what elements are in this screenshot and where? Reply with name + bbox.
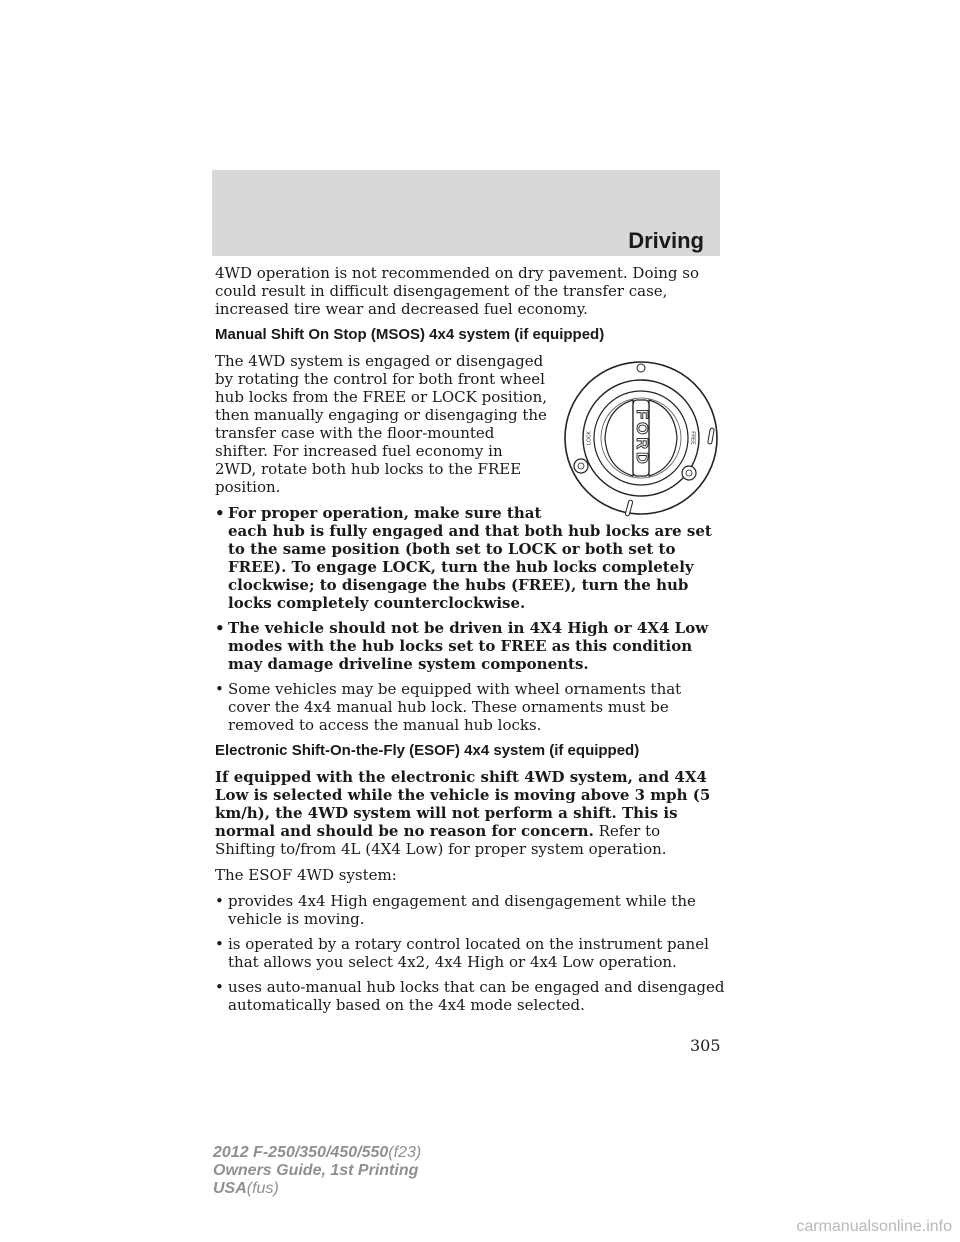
list-item: • Some vehicles may be equipped with wheel ornaments that cover the 4x4 manual hub lock. These ornaments must be removed to access the manual hub locks. — [215, 680, 725, 734]
footer-model: 2012 F-250/350/450/550 — [213, 1144, 389, 1161]
page-number: 305 — [690, 1036, 721, 1055]
esof-warning-text: Refer to Shifting to/from 4L (4X4 Low) for proper system operation. — [215, 822, 667, 858]
watermark: carmanualsonline.info — [796, 1218, 952, 1235]
section-header-band — [212, 170, 720, 256]
msos-bullet-list — [215, 504, 725, 734]
intro-paragraph: 4WD operation is not recommended on dry pavement. Doing so could result in difficult disengagement of the transfer case, increased tire wear and decreased fuel economy. — [215, 264, 700, 318]
footer-market: USA — [213, 1180, 247, 1197]
esof-warning-bold: If equipped with the electronic shift 4WD system, and 4X4 Low is selected while the vehicle is moving above 3 mph (5 km/h), the 4WD system will not perform a shift. This is normal and should be no reason for concern. — [215, 768, 711, 840]
hub-lock-illustration — [561, 358, 721, 518]
footer-imprint — [213, 1144, 421, 1198]
section-title: Driving — [628, 228, 704, 253]
list-item: • The vehicle should not be driven in 4X4 High or 4X4 Low modes with the hub locks set to FREE as this condition may damage driveline system components. — [215, 619, 725, 673]
msos-body: The 4WD system is engaged or disengaged by rotating the control for both front wheel hub locks from the FREE or LOCK position, then manually engaging or disengaging the transfer case with the floor-mounted shifter. For increased fuel economy in 2WD, rotate both hub locks to the FREE position. — [215, 352, 548, 496]
esof-lead: The ESOF 4WD system: — [215, 866, 397, 884]
list-item: • uses auto-manual hub locks that can be engaged and disengaged automatically based on the 4x4 mode selected. — [215, 978, 725, 1014]
hub-free-label: FREE — [689, 431, 696, 445]
esof-warning — [215, 768, 725, 858]
list-item: • provides 4x4 High engagement and disengagement while the vehicle is moving. — [215, 892, 725, 928]
footer-model-code: (f23) — [388, 1144, 422, 1161]
esof-heading: Electronic Shift-On-the-Fly (ESOF) 4x4 system (if equipped) — [215, 742, 640, 759]
esof-bullet-list — [215, 892, 725, 1014]
footer-edition: Owners Guide, 1st Printing — [213, 1162, 419, 1179]
list-item: • is operated by a rotary control located on the instrument panel that allows you select 4x2, 4x4 High or 4x4 Low operation. — [215, 935, 725, 971]
msos-heading: Manual Shift On Stop (MSOS) 4x4 system (if equipped) — [215, 326, 605, 343]
hub-brand-text: FORD — [632, 409, 650, 467]
hub-lock-label: LOCK — [586, 431, 593, 445]
page-content — [215, 264, 725, 1022]
list-item: • For proper operation, make sure that each hub is fully engaged and that both hub locks are set to the same position (both set to LOCK or both set to FREE). To engage LOCK, turn the hub locks completely clockwise; to disengage the hubs (FREE), turn the hub locks completely counterclockwise. — [215, 504, 725, 612]
footer-market-code: (fus) — [246, 1180, 279, 1197]
